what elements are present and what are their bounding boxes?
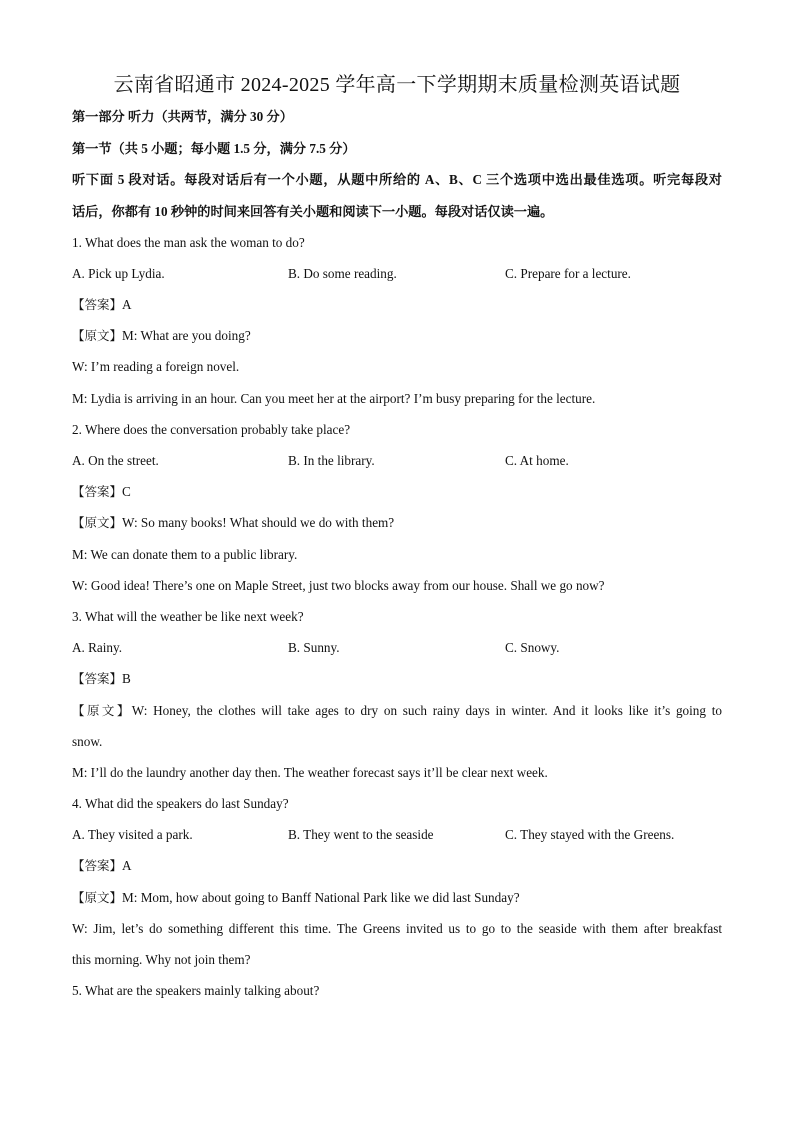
answer-label: 【答案】 (72, 297, 123, 312)
q1-option-c: C. Prepare for a lecture. (505, 266, 631, 281)
directions-line-1: 听下面 5 段对话。每段对话后有一个小题，从题中所给的 A、B、C 三个选项中选出最佳选项。听完每段对 (72, 172, 722, 187)
question-stem-2: 2. Where does the conversation probably take place? (72, 422, 351, 437)
answer-value: A (122, 297, 132, 312)
q2-answer (72, 483, 131, 501)
transcript-text: W: So many books! What should we do with them? (122, 515, 395, 530)
q2-transcript-3: W: Good idea! There’s one on Maple Street, just two blocks away from our house. Shall we go now? (72, 578, 605, 593)
answer-value: A (122, 858, 132, 873)
q2-transcript-2: M: We can donate them to a public library. (72, 547, 298, 562)
question-stem-1: 1. What does the man ask the woman to do? (72, 235, 305, 250)
q4-option-c: C. They stayed with the Greens. (505, 827, 675, 842)
transcript-label: 【原文】 (72, 703, 132, 718)
answer-label: 【答案】 (72, 858, 123, 873)
q2-option-c: C. At home. (505, 453, 569, 468)
q1-transcript-2: W: I’m reading a foreign novel. (72, 359, 240, 374)
transcript-text: M: Mom, how about going to Banff National Park like we did last Sunday? (122, 890, 520, 905)
q1-transcript-1 (72, 327, 251, 345)
q3-answer (72, 670, 131, 688)
directions-line-2: 话后，你都有 10 秒钟的时间来回答有关小题和阅读下一小题。每段对话仅读一遍。 (72, 204, 554, 219)
q1-transcript-3: M: Lydia is arriving in an hour. Can you meet her at the airport? I’m busy preparing for the lecture. (72, 391, 596, 406)
q3-transcript-2: snow. (72, 734, 103, 749)
question-stem-4: 4. What did the speakers do last Sunday? (72, 796, 289, 811)
transcript-label: 【原文】 (72, 328, 123, 343)
q4-transcript-1 (72, 889, 520, 907)
transcript-label: 【原文】 (72, 890, 123, 905)
q3-option-a: A. Rainy. (72, 640, 123, 655)
q3-transcript-1 (72, 702, 722, 720)
document-title: 云南省昭通市 2024-2025 学年高一下学期期末质量检测英语试题 (113, 74, 681, 96)
q4-option-b: B. They went to the seaside (288, 827, 434, 842)
transcript-text: M: What are you doing? (122, 328, 251, 343)
q4-transcript-3: this morning. Why not join them? (72, 952, 251, 967)
q1-option-a: A. Pick up Lydia. (72, 266, 165, 281)
q1-option-b: B. Do some reading. (288, 266, 397, 281)
part1-heading: 第一部分 听力（共两节，满分 30 分） (72, 109, 293, 124)
question-stem-5: 5. What are the speakers mainly talking about? (72, 983, 320, 998)
answer-value: B (122, 671, 131, 686)
q1-answer (72, 296, 132, 314)
question-stem-3: 3. What will the weather be like next week? (72, 609, 304, 624)
q3-transcript-3: M: I’ll do the laundry another day then. The weather forecast says it’ll be clear next week. (72, 765, 548, 780)
q2-option-a: A. On the street. (72, 453, 159, 468)
transcript-text: W: Honey, the clothes will take ages to dry on such rainy days in winter. And it looks like it’s going to (131, 703, 722, 718)
answer-value: C (122, 484, 131, 499)
q3-option-c: C. Snowy. (505, 640, 560, 655)
transcript-label: 【原文】 (72, 515, 123, 530)
q4-option-a: A. They visited a park. (72, 827, 193, 842)
section1-heading: 第一节（共 5 小题；每小题 1.5 分，满分 7.5 分） (72, 141, 356, 156)
q2-transcript-1 (72, 514, 394, 532)
q2-option-b: B. In the library. (288, 453, 375, 468)
answer-label: 【答案】 (72, 484, 123, 499)
q4-transcript-2: W: Jim, let’s do something different this time. The Greens invited us to go to the seaside with them after breakfast (72, 921, 722, 936)
answer-label: 【答案】 (72, 671, 123, 686)
q4-answer (72, 857, 132, 875)
q3-option-b: B. Sunny. (288, 640, 340, 655)
